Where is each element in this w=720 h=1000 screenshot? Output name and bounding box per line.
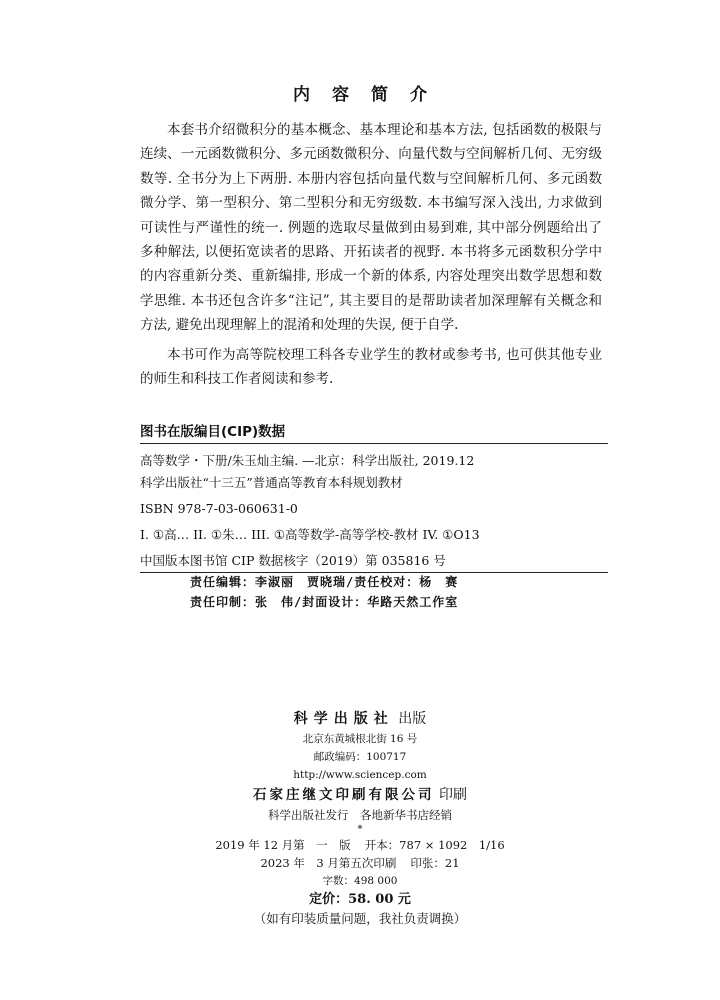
distribution-line: 科学出版社发行 各地新华书店经销 bbox=[268, 808, 452, 822]
publisher-postcode: 邮政编码：100717 bbox=[313, 751, 407, 763]
cip-record-line: 中国版本图书馆 CIP 数据核字（2019）第 035816 号 bbox=[140, 553, 446, 568]
cip-isbn-line: ISBN 978-7-03-060631-0 bbox=[140, 501, 298, 516]
word-count: 字数：498 000 bbox=[322, 875, 398, 887]
credits-production: 责任印制：张 伟/封面设计：华路天然工作室 bbox=[190, 595, 459, 609]
publisher-line bbox=[150, 708, 570, 730]
separator-star: * bbox=[357, 824, 363, 835]
edition-line bbox=[150, 836, 570, 854]
price-label: 定价： bbox=[309, 892, 349, 907]
credits-block bbox=[190, 572, 590, 612]
abstract-paragraph: 本书可作为高等院校理工科各专业学生的教材或参考书, 也可供其他专业的师生和科技工作者阅读和参考. bbox=[140, 346, 602, 388]
publisher-suffix: 出版 bbox=[398, 711, 427, 727]
cip-body bbox=[140, 444, 608, 573]
price-value: 58. 00 元 bbox=[348, 892, 411, 907]
price-line bbox=[150, 890, 570, 910]
publisher-name: 科学出版社 bbox=[293, 711, 394, 727]
print-sheets: 印张：21 bbox=[410, 856, 460, 870]
cip-series-line: 科学出版社“十三五”普通高等教育本科规划教材 bbox=[140, 475, 403, 490]
printer-line bbox=[150, 784, 570, 806]
page-title: 内容简介 bbox=[293, 85, 449, 105]
book-format: 开本：787 × 1092 1/16 bbox=[364, 838, 505, 852]
cip-classification-line: I. ①高… II. ①朱… III. ①高等数学-高等学校-教材 IV. ①O13 bbox=[140, 527, 480, 542]
publisher-website: http://www.sciencep.com bbox=[293, 769, 427, 781]
abstract bbox=[140, 118, 602, 396]
printer-suffix: 印刷 bbox=[438, 787, 467, 803]
publisher-address: 北京东黄城根北街 16 号 bbox=[302, 733, 418, 745]
cip-block bbox=[140, 420, 608, 573]
cip-title-line: 高等数学・下册/朱玉灿主编. —北京：科学出版社, 2019.12 bbox=[140, 453, 475, 468]
imprint-block bbox=[150, 708, 570, 928]
quality-note: （如有印装质量问题，我社负责调换） bbox=[253, 911, 467, 926]
cip-heading: 图书在版编目(CIP)数据 bbox=[140, 420, 608, 444]
edition-date: 2019 年 12 月第 一 版 bbox=[215, 838, 351, 852]
print-date: 2023 年 3 月第五次印刷 bbox=[260, 856, 397, 870]
printing-line bbox=[150, 854, 570, 872]
credits-editors: 责任编辑：李淑丽 贾晓瑞/责任校对：杨 赛 bbox=[190, 575, 459, 589]
abstract-paragraph: 本套书介绍微积分的基本概念、基本理论和基本方法, 包括函数的极限与连续、一元函数微积分、多元函数微积分、向量代数与空间解析几何、无穷级数等. 全书分为上下两册. 本册内容包括向量代数与空间解析几何、多元函数微分学、第一型积分、第二型积分和无穷级数. 本书编写深入浅出, 力求做到可读性与严谨性的统一. 例题的选取尽量做到由易到难, 其中部分例题给出了多种解法, 以便拓宽读者的思路、开拓读者的视野. 本书将多元函数积分学中的内容重新分类、重新编排, 形成一个新的体系, 内容处理突出数学思想和数学思维. 本书还包含许多“注记”, 其主要目的是帮助读者加深理解有关概念和方法, 避免出现理解上的混淆和处理的失误, 便于自学. bbox=[140, 122, 602, 334]
printer-name: 石家庄继文印刷有限公司 bbox=[253, 787, 435, 803]
